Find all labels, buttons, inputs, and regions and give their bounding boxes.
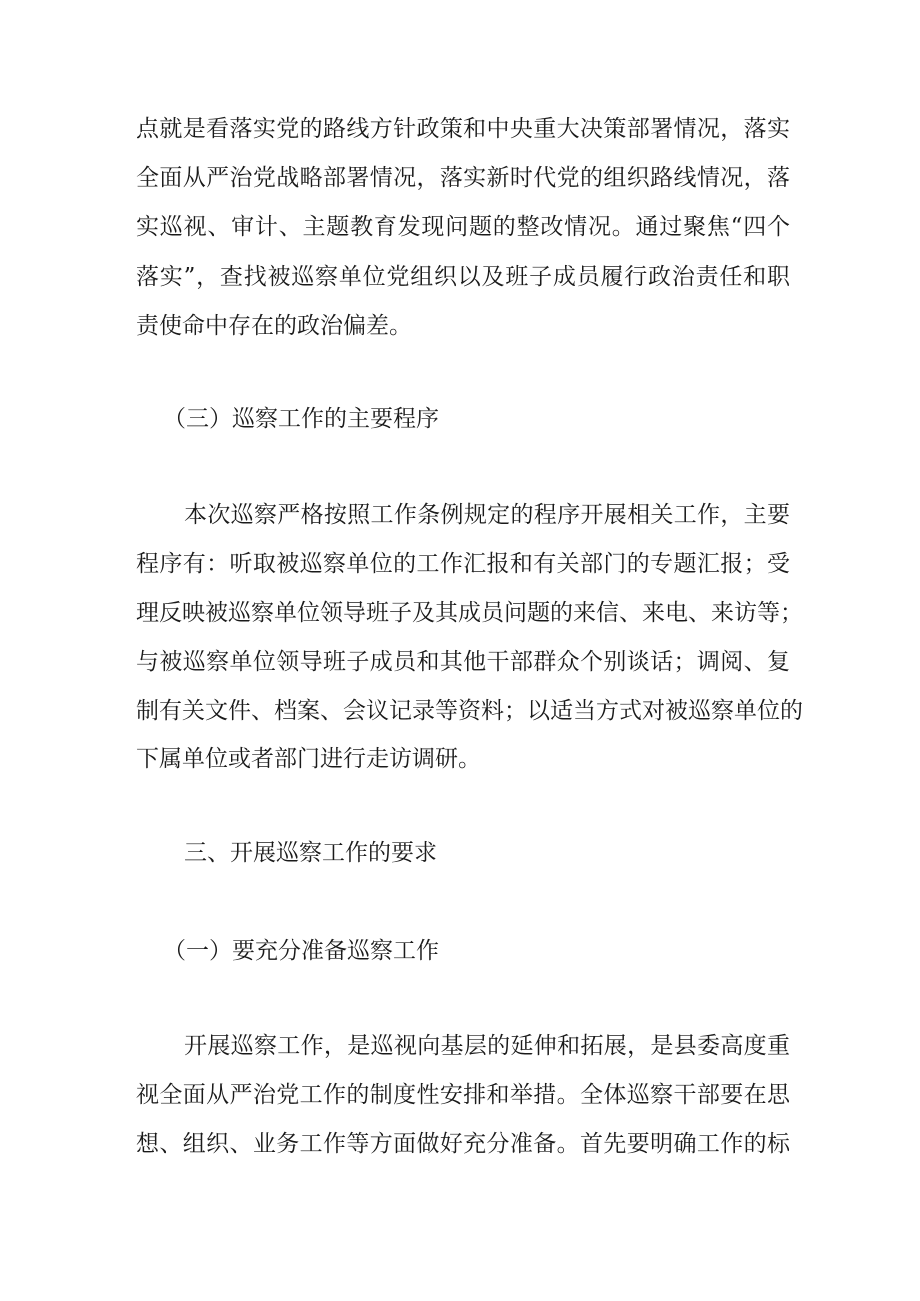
- paragraph2-line-5: 制有关文件、档案、会议记录等资料；以适当方式对被巡察单位的: [136, 698, 803, 724]
- subsection-heading-preparation: （一）要充分准备巡察工作: [163, 938, 439, 964]
- paragraph2-line-4: 与被巡察单位领导班子成员和其他干部群众个别谈话；调阅、复: [136, 649, 790, 675]
- paragraph1-line-2: 全面从严治党战略部署情况，落实新时代党的组织路线情况，落: [136, 165, 790, 191]
- paragraph3-line-3: 想、组织、业务工作等方面做好充分准备。首先要明确工作的标: [136, 1131, 790, 1157]
- paragraph3-line-2: 视全面从严治党工作的制度性安排和举措。全体巡察干部要在思: [136, 1082, 790, 1108]
- paragraph2-line-2: 程序有：听取被巡察单位的工作汇报和有关部门的专题汇报；受: [136, 551, 790, 577]
- paragraph1-line-1: 点就是看落实党的路线方针政策和中央重大决策部署情况，落实: [136, 116, 790, 142]
- paragraph1-line-4: 落实”，查找被巡察单位党组织以及班子成员履行政治责任和职: [136, 264, 790, 290]
- paragraph2-line-3: 理反映被巡察单位领导班子及其成员问题的来信、来电、来访等；: [136, 600, 803, 626]
- paragraph1-line-5: 责使命中存在的政治偏差。: [136, 313, 412, 339]
- paragraph3-line-1: 开展巡察工作，是巡视向基层的延伸和拓展，是县委高度重: [184, 1033, 790, 1059]
- paragraph2-line-1: 本次巡察严格按照工作条例规定的程序开展相关工作，主要: [184, 502, 790, 528]
- paragraph2-line-6: 下属单位或者部门进行走访调研。: [136, 746, 481, 772]
- paragraph1-line-3: 实巡视、审计、主题教育发现问题的整改情况。通过聚焦“四个: [136, 214, 790, 240]
- section-heading-procedure: （三）巡察工作的主要程序: [163, 406, 439, 432]
- section-heading-requirements: 三、开展巡察工作的要求: [184, 840, 437, 866]
